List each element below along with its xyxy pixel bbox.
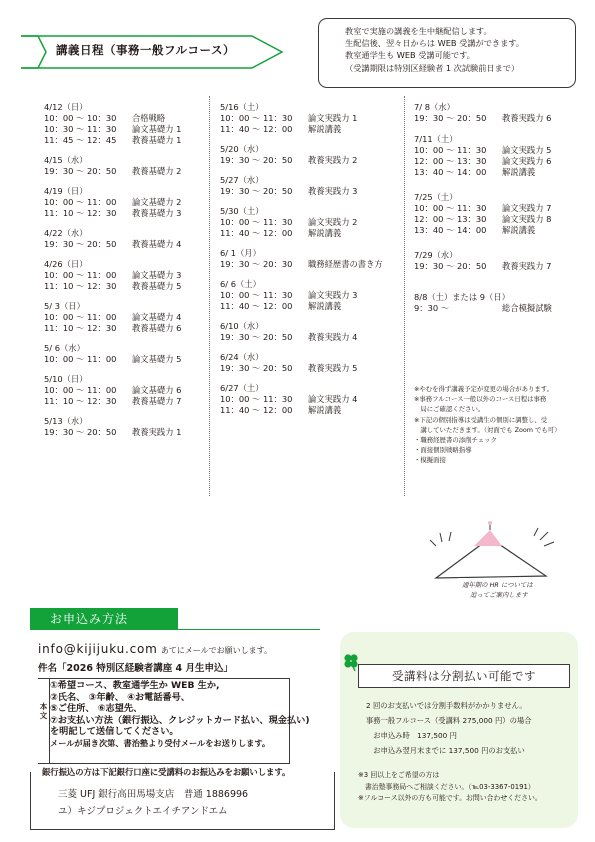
payment-line: お申込み時 137,500 円 xyxy=(366,731,457,741)
day-date: 6/10（水） xyxy=(220,321,264,331)
session-title: 解説講義 xyxy=(502,225,536,235)
session-row xyxy=(414,203,584,214)
schedule-day xyxy=(414,192,584,236)
schedule-day xyxy=(220,144,405,166)
session-row xyxy=(44,323,214,334)
payment-lines xyxy=(366,699,532,758)
session-row xyxy=(414,167,584,178)
session-time: 11：45 ～ 12：45 xyxy=(44,135,117,145)
note-line: ・模擬面接 xyxy=(414,456,446,465)
session-time: 9：30 ～ xyxy=(414,303,450,313)
payment-notes xyxy=(358,770,542,805)
column-divider xyxy=(404,96,405,496)
session-title: 教養実践力 2 xyxy=(308,155,358,165)
session-row xyxy=(220,394,405,405)
session-row xyxy=(44,135,214,146)
session-time: 10：00 ～ 11：30 xyxy=(414,145,487,155)
note-line: ※下記の個別指導は受講生の個別に調整し、受 xyxy=(414,415,548,424)
session-title: 解説講義 xyxy=(308,301,342,311)
session-time: 11：40 ～ 12：00 xyxy=(220,301,293,311)
session-row xyxy=(414,145,584,156)
session-title: 教養基礎力 2 xyxy=(132,166,182,176)
session-time: 19：30 ～ 20：50 xyxy=(220,332,293,342)
day-date: 4/26（日） xyxy=(44,259,88,269)
session-row xyxy=(220,332,405,343)
bank-account-name: ユ）キジプロジェクトエイチアンドエム xyxy=(58,806,228,817)
session-title: 教養実践力 5 xyxy=(308,363,358,373)
session-row xyxy=(44,396,214,407)
session-title: 論文基礎力 5 xyxy=(132,354,182,364)
day-date: 6/27（土） xyxy=(220,383,264,393)
session-time: 11：10 ～ 12：30 xyxy=(44,396,117,406)
session-time: 10：00 ～ 11：00 xyxy=(44,197,117,207)
schedule-day xyxy=(220,279,405,312)
session-title: 教養実践力 1 xyxy=(132,427,182,437)
session-time: 10：00 ～ 11：00 xyxy=(44,312,117,322)
session-row xyxy=(220,301,405,312)
day-date: 7/ 8（水） xyxy=(414,102,455,112)
session-row xyxy=(220,155,405,166)
session-title: 教養基礎力 1 xyxy=(132,135,182,145)
session-title: 教養基礎力 5 xyxy=(132,281,182,291)
day-date: 5/30（土） xyxy=(220,206,264,216)
session-row xyxy=(44,208,214,219)
session-row xyxy=(220,217,405,228)
house-note-line: 追ってご案内します xyxy=(470,591,528,599)
day-date: 8/8（土）または 9（日） xyxy=(414,292,510,302)
session-time: 19：30 ～ 20：50 xyxy=(44,239,117,249)
session-time: 13：40 ～ 14：00 xyxy=(414,225,487,235)
session-row xyxy=(44,312,214,323)
session-time: 11：10 ～ 12：30 xyxy=(44,281,117,291)
schedule-day xyxy=(44,301,214,334)
session-time: 10：00 ～ 11：00 xyxy=(44,385,117,395)
payment-note: ※フルコース以外の方も可能です。お問い合わせください。 xyxy=(358,794,542,802)
body-line: ②氏名、 ③年齢、 ④お電話番号、 xyxy=(50,691,190,703)
day-date: 7/11（土） xyxy=(414,134,458,144)
session-title: 教養実践力 4 xyxy=(308,332,358,342)
house-note-line: 通年期の HR については xyxy=(462,581,533,589)
session-time: 19：30 ～ 20：30 xyxy=(220,259,293,269)
bank-box xyxy=(30,772,335,830)
day-date: 5/13（水） xyxy=(44,416,88,426)
session-time: 10：00 ～ 10：30 xyxy=(44,113,117,123)
session-time: 11：40 ～ 12：00 xyxy=(220,228,293,238)
day-date: 5/27（水） xyxy=(220,175,264,185)
session-row xyxy=(44,427,214,438)
session-time: 19：30 ～ 20：50 xyxy=(220,363,293,373)
session-row xyxy=(44,354,214,365)
schedule-day xyxy=(414,134,584,178)
payment-line: 2 回のお支払いでは分割手数料がかかりません。 xyxy=(366,701,527,710)
session-title: 論文基礎力 1 xyxy=(132,124,182,134)
body-line: を明記して送信してください。 xyxy=(50,726,179,738)
session-title: 論文実践力 2 xyxy=(308,217,358,227)
session-time: 19：30 ～ 20：50 xyxy=(414,113,487,123)
day-date: 7/25（土） xyxy=(414,192,458,202)
schedule-column-3 xyxy=(414,102,584,323)
session-title: 教養基礎力 7 xyxy=(132,396,182,406)
session-time: 19：30 ～ 20：50 xyxy=(220,155,293,165)
session-title: 教養実践力 6 xyxy=(502,113,552,123)
session-title: 論文実践力 6 xyxy=(502,156,552,166)
session-time: 19：30 ～ 20：50 xyxy=(44,427,117,437)
schedule-day xyxy=(44,374,214,407)
payment-line: お申込み翌月末までに 137,500 円のお支払い xyxy=(366,745,525,755)
session-time: 11：10 ～ 12：30 xyxy=(44,323,117,333)
session-row xyxy=(44,197,214,208)
session-row xyxy=(220,290,405,301)
day-date: 5/ 6（水） xyxy=(44,343,85,353)
session-time: 10：00 ～ 11：30 xyxy=(220,394,293,404)
schedule-day xyxy=(220,321,405,343)
body-line: ①希望コース、教室通学生か WEB 生か, xyxy=(50,680,220,691)
session-row xyxy=(220,405,405,416)
body-line: ⑦お支払い方法（銀行振込、クレジットカード払い、現金払い) xyxy=(50,714,310,726)
day-date: 4/19（日） xyxy=(44,186,88,196)
email-instruction: あてにメールでお願いします。 xyxy=(160,646,273,655)
notice-line: 教室通学生も WEB 受講可能です。 xyxy=(345,50,475,61)
body-line: ⑤ご住所、 ⑥志望先、 xyxy=(50,703,143,715)
session-row xyxy=(220,113,405,124)
schedule-day xyxy=(44,155,214,177)
session-time: 13：40 ～ 14：00 xyxy=(414,167,487,177)
day-date: 5/16（土） xyxy=(220,102,264,112)
session-time: 19：30 ～ 20：50 xyxy=(44,166,117,176)
notice-line: 教室で実施の講義を生中継配信します。 xyxy=(345,26,492,36)
day-date: 4/15（水） xyxy=(44,155,88,165)
session-row xyxy=(220,124,405,135)
session-title: 解説講義 xyxy=(502,167,536,177)
session-row xyxy=(414,156,584,167)
bank-heading: 銀行振込の方は下記銀行口座に受講料のお振込みをお願いします。 xyxy=(38,766,294,778)
schedule-notes xyxy=(414,384,590,466)
schedule-day xyxy=(44,259,214,292)
session-row xyxy=(44,166,214,177)
schedule-day xyxy=(414,102,584,124)
session-title: 教養実践力 7 xyxy=(502,261,552,271)
session-time: 10：00 ～ 11：00 xyxy=(44,270,117,280)
note-line: 局にご確認ください。 xyxy=(414,405,485,414)
session-title: 解説講義 xyxy=(308,228,342,238)
session-time: 10：00 ～ 11：30 xyxy=(220,290,293,300)
session-title: 教養基礎力 3 xyxy=(132,208,182,218)
day-date: 5/20（水） xyxy=(220,144,264,154)
day-date: 6/24（水） xyxy=(220,352,264,362)
session-time: 19：30 ～ 20：50 xyxy=(220,186,293,196)
schedule-day xyxy=(44,228,214,250)
session-title: 論文基礎力 3 xyxy=(132,270,182,280)
body-tag: 本 文 xyxy=(38,678,50,764)
schedule-day xyxy=(414,250,584,272)
session-title: 論文基礎力 6 xyxy=(132,385,182,395)
session-time: 11：40 ～ 12：00 xyxy=(220,124,293,134)
payment-note: ※3 回以上をご希望の方は xyxy=(358,771,440,779)
session-title: 論文実践力 8 xyxy=(502,214,552,224)
day-date: 6/ 6（土） xyxy=(220,279,261,289)
column-divider xyxy=(209,96,210,496)
session-row xyxy=(44,281,214,292)
session-time: 10：30 ～ 11：30 xyxy=(44,124,117,134)
session-title: 教養基礎力 4 xyxy=(132,239,182,249)
session-row xyxy=(414,303,584,314)
session-row xyxy=(414,214,584,225)
session-time: 10：00 ～ 11：30 xyxy=(220,113,293,123)
session-title: 解説講義 xyxy=(308,405,342,415)
schedule-column-2 xyxy=(220,102,405,425)
day-date: 5/ 3（日） xyxy=(44,301,85,311)
session-title: 論文実践力 5 xyxy=(502,145,552,155)
email-line xyxy=(38,642,272,656)
schedule-day xyxy=(220,102,405,135)
session-time: 19：30 ～ 20：50 xyxy=(414,261,487,271)
schedule-day xyxy=(44,102,214,146)
body-lines xyxy=(50,680,310,750)
application-heading: お申込み方法 xyxy=(30,608,178,630)
session-title: 論文実践力 3 xyxy=(308,290,358,300)
schedule-title: 講義日程（事務一般フルコース） xyxy=(56,43,235,57)
note-line: ※やむを得ず講義予定が変更の場合があります。 xyxy=(414,385,554,393)
session-time: 11：40 ～ 12：00 xyxy=(220,405,293,415)
session-row xyxy=(414,225,584,236)
schedule-day xyxy=(220,248,405,270)
session-title: 解説講義 xyxy=(308,124,342,134)
session-title: 論文基礎力 4 xyxy=(132,312,182,322)
day-date: 6/ 1（月） xyxy=(220,248,261,258)
session-title: 総合模擬試験 xyxy=(502,303,552,313)
day-date: 5/10（日） xyxy=(44,374,88,384)
note-line: ・面接個別戦略指導 xyxy=(414,446,472,455)
bank-account: 三菱 UFJ 銀行高田馬場支店 普通 1886996 xyxy=(58,789,249,800)
schedule-day xyxy=(220,175,405,197)
session-row xyxy=(44,124,214,135)
session-time: 10：00 ～ 11：30 xyxy=(220,217,293,227)
note-line: ※事務フルコース一般以外のコース日程は事務 xyxy=(414,395,547,404)
session-title: 教養実践力 3 xyxy=(308,186,358,196)
application-divider xyxy=(30,629,320,630)
schedule-day xyxy=(44,343,214,365)
session-row xyxy=(220,186,405,197)
notice-line: 生配信後、翌々日からは WEB 受講ができます。 xyxy=(345,38,524,49)
session-row xyxy=(414,261,584,272)
email-address[interactable]: info@kijijuku.com xyxy=(38,642,158,656)
house-note xyxy=(462,580,533,600)
schedule-day xyxy=(44,416,214,438)
session-title: 論文実践力 1 xyxy=(308,113,358,123)
session-time: 10：00 ～ 11：30 xyxy=(414,203,487,213)
session-time: 12：00 ～ 13：30 xyxy=(414,156,487,166)
schedule-day xyxy=(414,292,584,314)
session-time: 11：10 ～ 12：30 xyxy=(44,208,117,218)
session-row xyxy=(220,363,405,374)
payment-note: 書治塾事務局へご相談ください。（℡03-3367-0191） xyxy=(358,782,535,791)
notice-line: （受講期限は特別区経験者 1 次試験前日まで） xyxy=(345,62,520,73)
session-row xyxy=(44,270,214,281)
day-date: 7/29（水） xyxy=(414,250,458,260)
payment-title: 受講料は分割払い可能です xyxy=(358,664,570,688)
day-date: 4/22（水） xyxy=(44,228,88,238)
body-note: メールが届き次第、書治塾より受付メールをお送りします。 xyxy=(50,737,271,748)
session-title: 論文実践力 4 xyxy=(308,394,358,404)
session-title: 教養基礎力 6 xyxy=(132,323,182,333)
payment-line: 事務一般フルコース（受講料 275,000 円）の場合 xyxy=(366,716,532,726)
day-date: 4/12（日） xyxy=(44,102,88,112)
session-row xyxy=(220,228,405,239)
session-row xyxy=(414,113,584,124)
session-title: 職務経歴書の書き方 xyxy=(308,259,383,269)
session-row xyxy=(44,113,214,124)
session-row xyxy=(44,385,214,396)
session-row xyxy=(44,239,214,250)
schedule-day xyxy=(220,206,405,239)
session-time: 10：00 ～ 11：00 xyxy=(44,354,117,364)
session-title: 論文基礎力 2 xyxy=(132,197,182,207)
note-line: ・職務経歴書の添削チェック xyxy=(414,436,497,445)
schedule-day xyxy=(220,352,405,374)
session-title: 論文実践力 7 xyxy=(502,203,552,213)
session-time: 12：00 ～ 13：30 xyxy=(414,214,487,224)
schedule-column-1 xyxy=(44,102,214,447)
note-line: 講していただきます。（対面でも Zoom でも可） xyxy=(414,425,561,434)
schedule-day xyxy=(220,383,405,416)
notice-box xyxy=(318,18,576,88)
session-title: 合格戦略 xyxy=(132,113,166,123)
schedule-day xyxy=(44,186,214,219)
session-row xyxy=(220,259,405,270)
email-subject: 件名「2026 特別区経験者講座 4 月生申込」 xyxy=(38,663,233,674)
